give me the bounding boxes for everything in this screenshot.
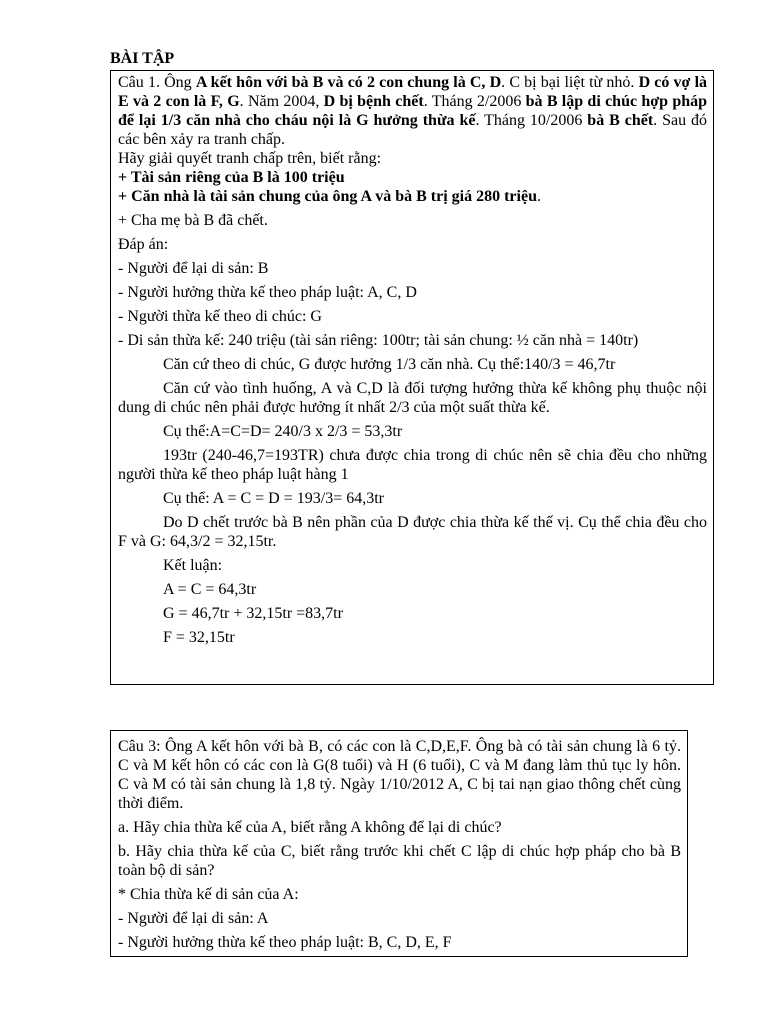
answer-line: Cụ thể:A=C=D= 240/3 x 2/3 = 53,3tr [163, 423, 403, 440]
intro-segment: . Tháng 2/2006 [423, 93, 526, 110]
answer-line: - Di sản thừa kế: 240 triệu (tài sản riêng: 100tr; tài sản chung: ½ căn nhà = 140tr) [118, 332, 639, 349]
intro-segment: . Tháng 10/2006 [475, 112, 588, 129]
intro-segment: . Năm 2004, [239, 93, 324, 110]
question-a: a. Hãy chia thừa kế của A, biết rằng A không để lại di chúc? [118, 819, 502, 836]
exercise-1-ask: Hãy giải quyết tranh chấp trên, biết rằng: [118, 150, 382, 167]
condition-2: + Căn nhà là tài sản chung của ông A và bà B trị giá 280 triệu. [118, 188, 541, 205]
conclusion-line: F = 32,15tr [163, 629, 235, 646]
answer-line: - Người để lại di sản: B [118, 260, 269, 277]
question-b: b. Hãy chia thừa kế của C, biết rằng trước khi chết C lập di chúc hợp pháp cho bà B toàn bộ di sản? [118, 843, 681, 879]
answer-line: 193tr (240-46,7=193TR) chưa được chia trong di chúc nên sẽ chia đều cho những người thừa kế theo pháp luật hàng 1 [118, 447, 707, 483]
intro-segment: . C bị bại liệt từ nhỏ. [501, 74, 639, 91]
answer-line: Cụ thể: A = C = D = 193/3= 64,3tr [163, 490, 384, 507]
exercise-1-box [110, 70, 714, 685]
answer-line: - Người thừa kế theo di chúc: G [118, 308, 322, 325]
intro-segment: A kết hôn với bà B và có 2 con chung là C, D [195, 74, 502, 91]
answer-line: Do D chết trước bà B nên phần của D được chia thừa kế thế vị. Cụ thể chia đều cho F và G: 64,3/2 = 32,15tr. [118, 514, 707, 550]
answer-line: Căn cứ vào tình huống, A và C,D là đối tượng hưởng thừa kế không phụ thuộc nội dung di chúc nên phải được hưởng ít nhất 2/3 của một suất thừa kế. [118, 380, 707, 416]
intro-segment: Câu 1. Ông [118, 74, 196, 91]
solution-line: - Người hưởng thừa kế theo pháp luật: B, C, D, E, F [118, 934, 452, 951]
exercise-1-intro [118, 73, 707, 149]
exercise-3-intro: Câu 3: Ông A kết hôn với bà B, có các con là C,D,E,F. Ông bà có tài sản chung là 6 tỷ. C và M kết hôn có các con là G(8 tuổi) và H (6 tuổi), C và M đang làm thủ tục ly hôn. C và M có tài sản chung là 1,8 tỷ. Ngày 1/10/2012 A, C bị tai nạn giao thông chết cùng thời điểm. [118, 738, 681, 812]
intro-segment: bà B chết [587, 112, 654, 129]
conclusion-label: Kết luận: [163, 557, 223, 574]
solution-line: * Chia thừa kế di sản của A: [118, 886, 299, 903]
exercise-3-box [110, 730, 688, 957]
page-title: BÀI TẬP [110, 50, 175, 67]
answer-line: Căn cứ theo di chúc, G được hưởng 1/3 căn nhà. Cụ thể:140/3 = 46,7tr [163, 356, 616, 373]
conclusion-line: G = 46,7tr + 32,15tr =83,7tr [163, 605, 343, 622]
solution-line: - Người để lại di sản: A [118, 910, 269, 927]
answer-label: Đáp án: [118, 236, 169, 253]
intro-segment: D có vợ là E và 2 con là F, G [118, 74, 708, 110]
intro-segment: bà B lập di chúc hợp pháp để lại 1/3 căn nhà cho cháu nội là G hưởng thừa kế [118, 93, 708, 129]
conclusion-line: A = C = 64,3tr [163, 581, 257, 598]
condition-3: + Cha mẹ bà B đã chết. [118, 212, 268, 229]
intro-segment: . Sau đó các bên xảy ra tranh chấp. [118, 112, 708, 148]
condition-1: + Tài sản riêng của B là 100 triệu [118, 169, 345, 186]
intro-segment: D bị bệnh chết [323, 93, 424, 110]
answer-line: - Người hưởng thừa kế theo pháp luật: A, C, D [118, 284, 417, 301]
